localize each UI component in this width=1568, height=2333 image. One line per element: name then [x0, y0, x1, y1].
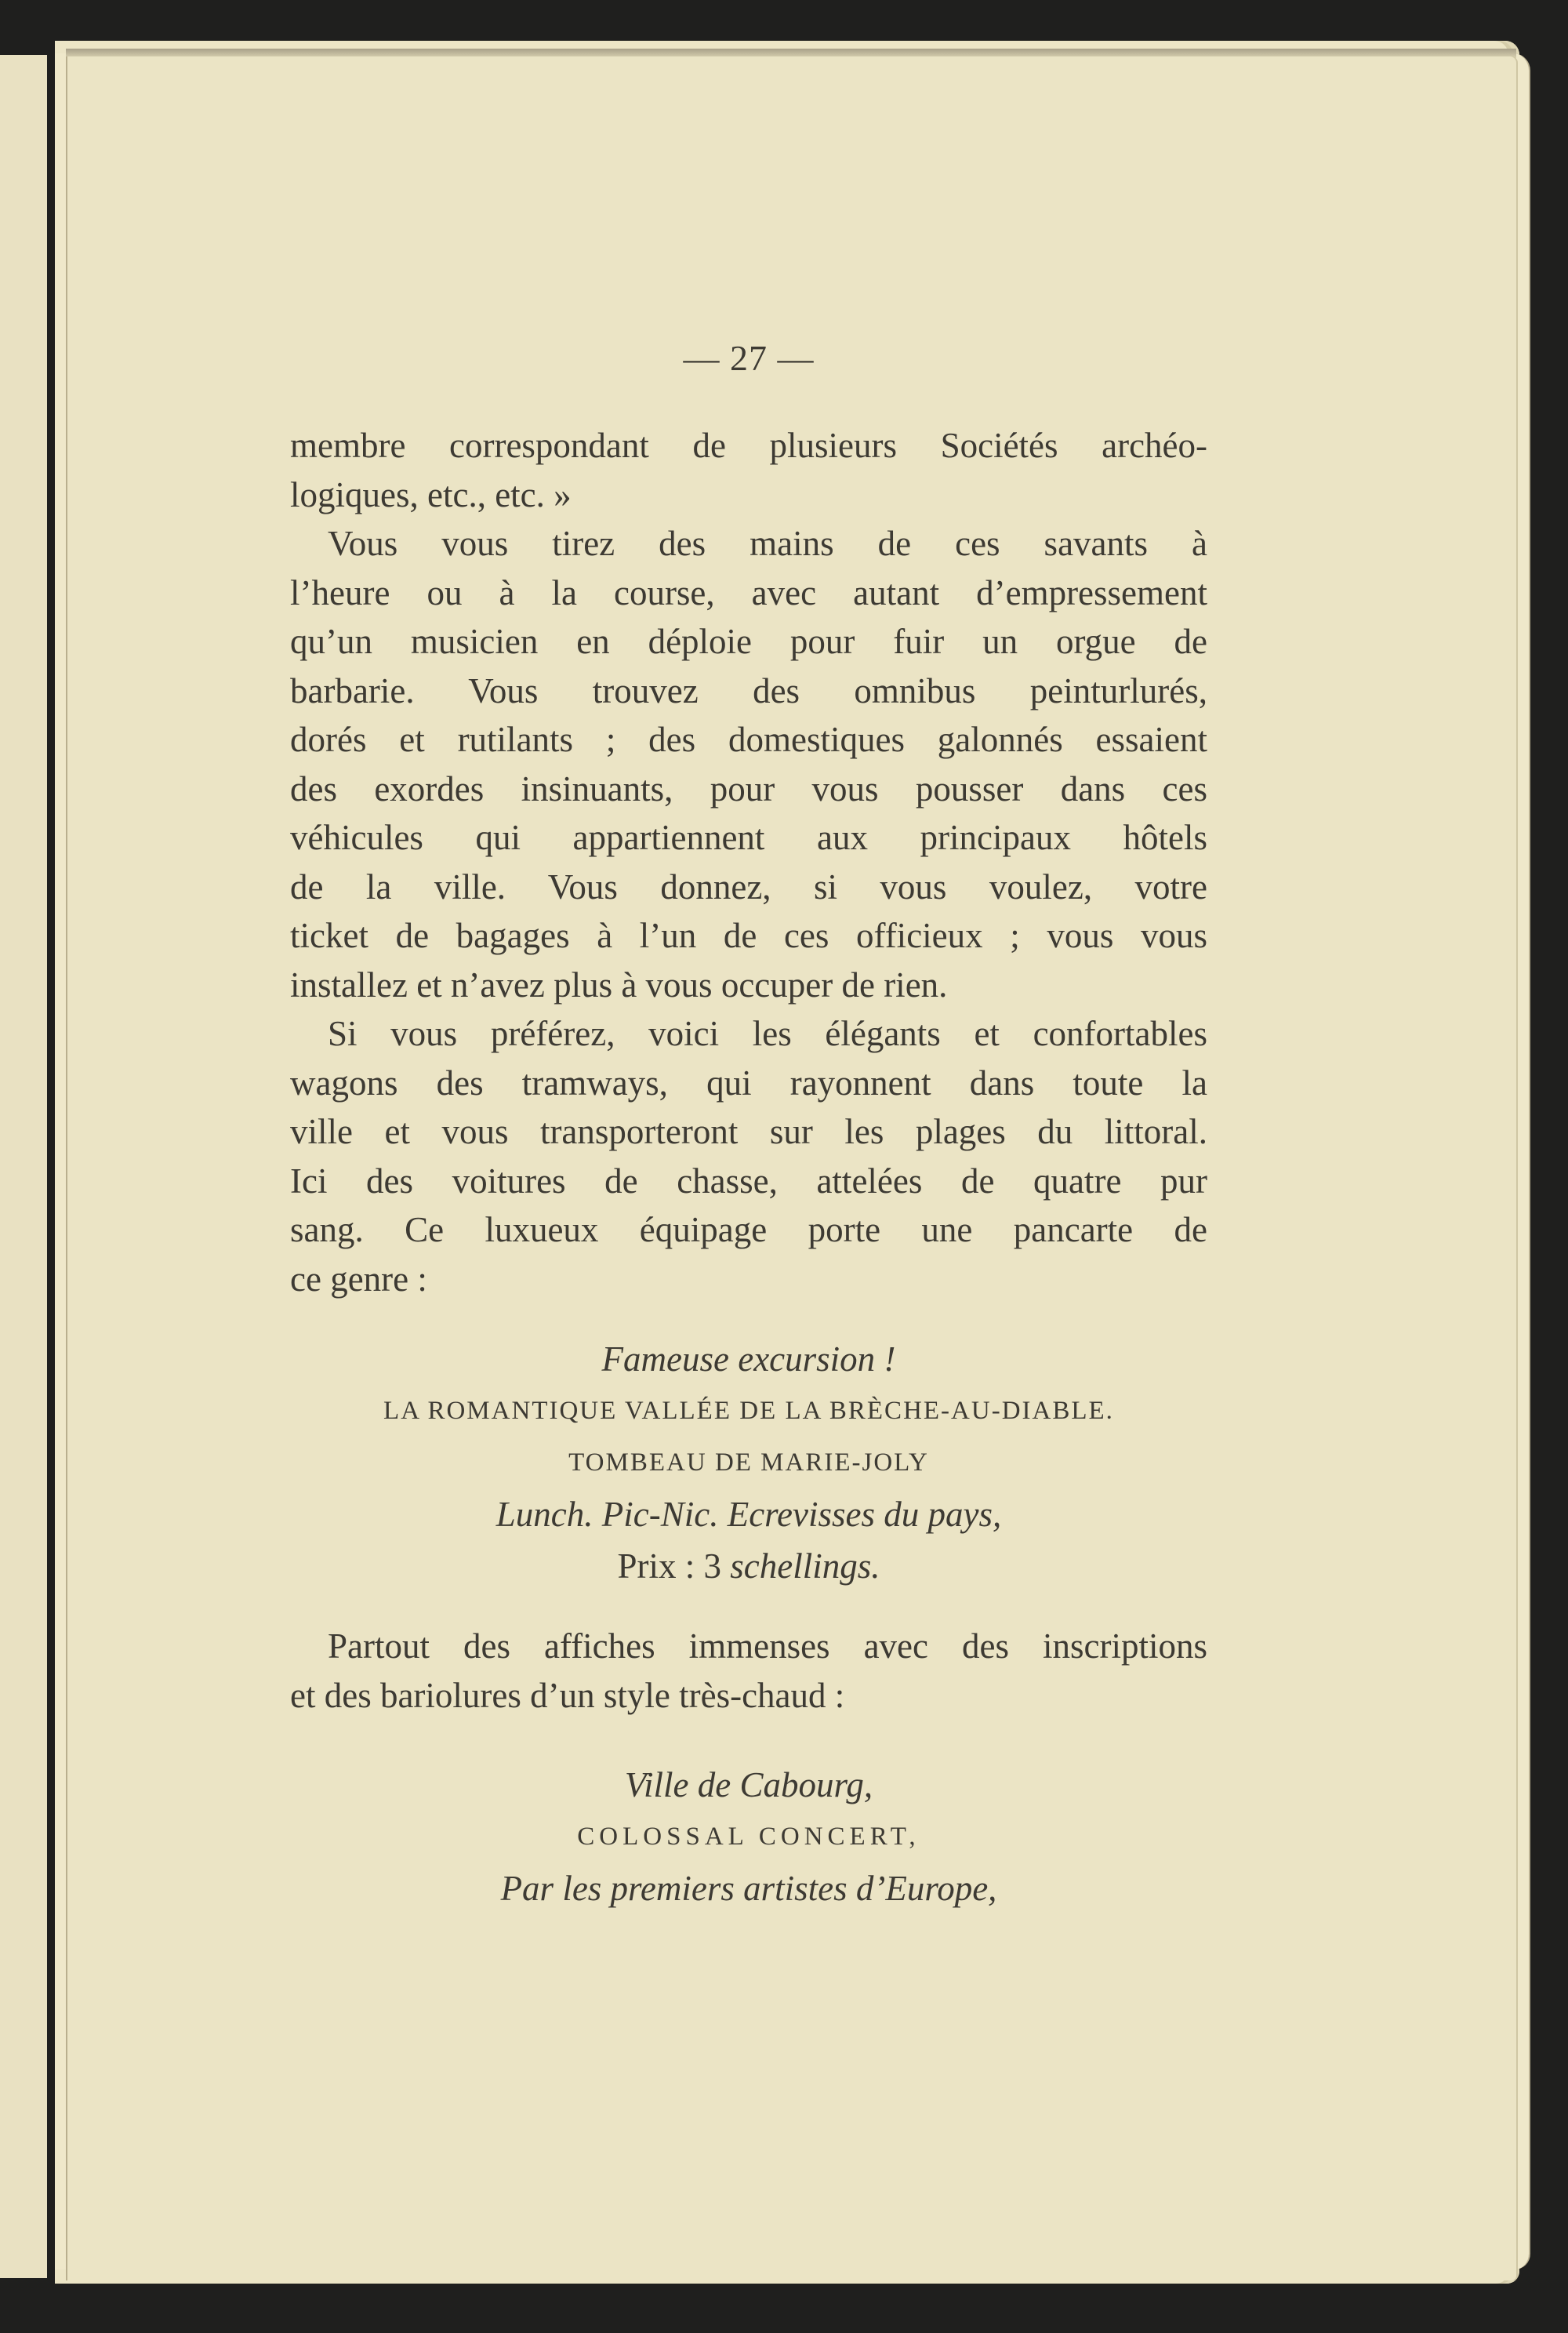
placard-line: COLOSSAL CONCERT, — [577, 1822, 920, 1851]
concert-placard — [290, 1759, 1207, 1914]
text-line: Ici des voitures de chasse, attelées de quatre pur — [290, 1161, 1207, 1201]
placard-line: LA ROMANTIQUE VALLÉE DE LA BRÈCHE-AU-DIABLE. — [383, 1397, 1114, 1425]
placard-headline: Fameuse excursion ! — [601, 1339, 896, 1379]
text-line: Si vous préférez, voici les élégants et confortables — [328, 1014, 1207, 1053]
paragraph-3 — [290, 1009, 1207, 1303]
placard-line: Par les premiers artistes d’Europe, — [500, 1869, 997, 1908]
placard-line: TOMBEAU DE MARIE-JOLY — [568, 1448, 929, 1477]
text-line: installez et n’avez plus à vous occuper de rien. — [290, 965, 948, 1005]
text-line: ce genre : — [290, 1259, 427, 1299]
price-label: Prix : 3 — [617, 1546, 722, 1586]
page-number: — 27 — — [683, 338, 815, 378]
spacer — [290, 1720, 1207, 1759]
paragraph-4 — [290, 1622, 1207, 1720]
text-line: qu’un musicien en déploie pour fuir un orgue de — [290, 622, 1207, 661]
price-unit: schellings. — [730, 1546, 880, 1586]
paragraph-1 — [290, 421, 1207, 519]
placard-price — [290, 1540, 1207, 1592]
text-line: Partout des affiches immenses avec des inscriptions — [328, 1626, 1207, 1666]
text-line: ticket de bagages à l’un de ces officieux ; vous vous — [290, 916, 1207, 955]
text-line: logiques, etc., etc. » — [290, 474, 572, 514]
text-line: des exordes insinuants, pour vous pousser dans ces — [290, 769, 1207, 809]
text-line: barbarie. Vous trouvez des omnibus peinturlurés, — [290, 670, 1207, 710]
text-line: de la ville. Vous donnez, si vous voulez, votre — [290, 867, 1207, 907]
text-line: sang. Ce luxueux équipage porte une pancarte de — [290, 1210, 1207, 1249]
text-line: dorés et rutilants ; des domestiques galonnés essaient — [290, 720, 1207, 759]
text-line: membre correspondant de plusieurs Sociétés archéo- — [290, 426, 1207, 465]
text-line: et des bariolures d’un style très-chaud : — [290, 1675, 845, 1715]
placard-line: Ville de Cabourg, — [624, 1765, 873, 1804]
paragraph-2 — [290, 519, 1207, 1009]
text-line: véhicules qui appartiennent aux principaux hôtels — [290, 818, 1207, 857]
facing-page-edge — [0, 55, 47, 2278]
spacer — [290, 1303, 1207, 1333]
text-line: l’heure ou à la course, avec autant d’empressement — [290, 572, 1207, 612]
spacer — [290, 1592, 1207, 1622]
excursion-placard — [290, 1333, 1207, 1592]
placard-line: Lunch. Pic-Nic. Ecrevisses du pays, — [495, 1495, 1002, 1534]
page-content — [290, 337, 1207, 1914]
text-line: ville et vous transporteront sur les plages du littoral. — [290, 1112, 1207, 1151]
text-line: wagons des tramways, qui rayonnent dans toute la — [290, 1063, 1207, 1103]
text-line: Vous vous tirez des mains de ces savants à — [328, 524, 1207, 563]
